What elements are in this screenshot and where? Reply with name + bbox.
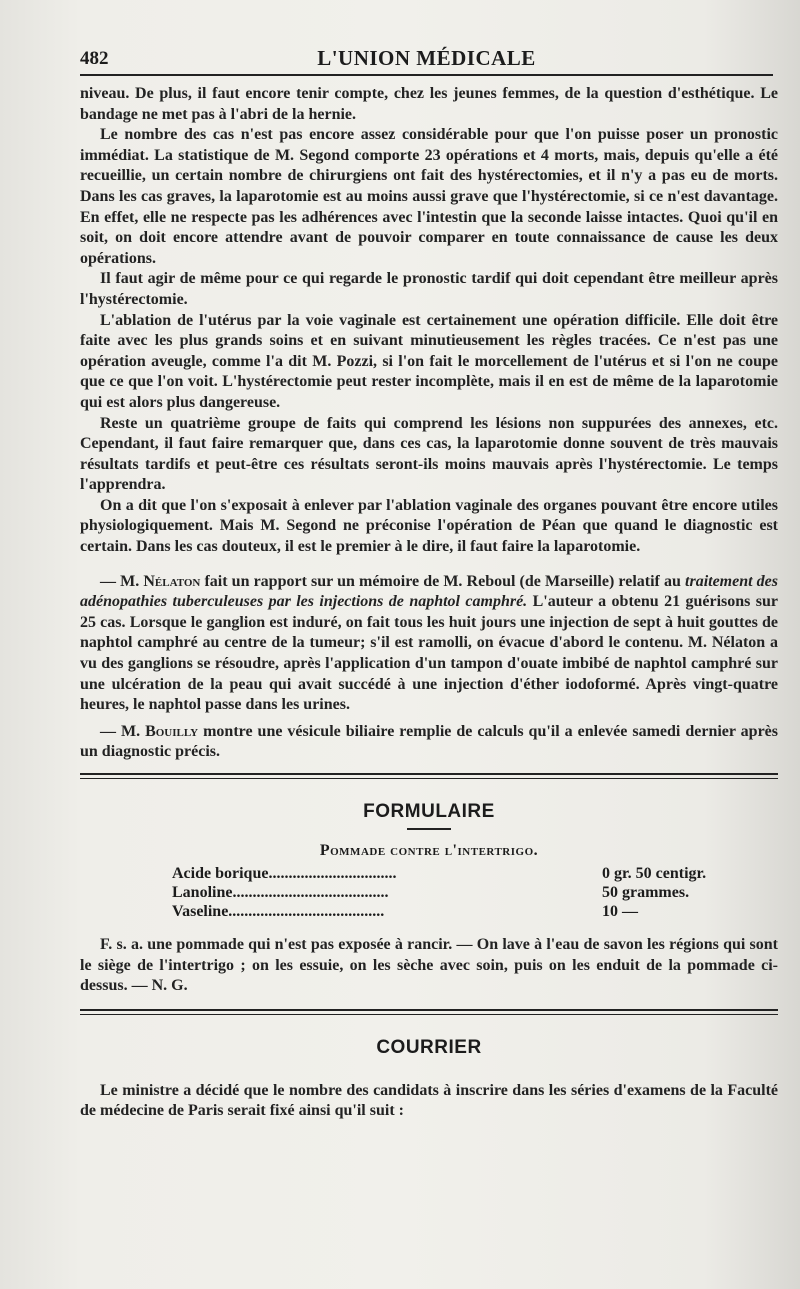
author-name: Nélaton <box>143 572 201 590</box>
section-divider <box>80 773 778 779</box>
ingredient-name: Lanoline....................................... <box>172 884 389 901</box>
formulaire-note: F. s. a. une pommade qui n'est pas exposée à rancir. — On lave à l'eau de savon les régions qui sont le siège de l'intertrigo ; on les essuie, on les sèche avec soin, puis on les enduit de la pommade ci-dessus. — N. G. <box>80 936 778 995</box>
courrier-text: Le ministre a décidé que le nombre des candidats à inscrire dans les séries d'examens de la Faculté de médecine de Paris serait fixé ainsi qu'il suit : <box>80 1081 778 1120</box>
ingredient-quantity: 10 — <box>602 903 638 920</box>
running-title: L'UNION MÉDICALE <box>317 46 536 70</box>
ingredient-row <box>172 864 732 883</box>
author-name: Bouilly <box>145 722 199 740</box>
page-header <box>80 40 773 76</box>
courrier-title: COURRIER <box>376 1036 482 1058</box>
ingredient-quantity: 0 gr. 50 centigr. <box>602 865 707 882</box>
article-body <box>80 76 778 763</box>
ingredient-quantity: 50 grammes. <box>602 884 690 901</box>
recipe-title: Pommade contre l'intertrigo. <box>319 842 539 859</box>
ingredient-row <box>172 902 732 921</box>
ingredient-name: Vaseline....................................... <box>172 903 385 920</box>
paragraph: Il faut agir de même pour ce qui regarde le pronostic tardif qui doit cependant être meilleur après l'hystérectomie. <box>80 270 778 308</box>
formulaire-section <box>80 801 778 997</box>
paragraph: Reste un quatrième groupe de faits qui comprend les lésions non suppurées des annexes, etc. Cependant, il faut faire remarquer que, dans ces cas, la laparotomie donne souvent de très mauvais résultats tardifs et peut-être ces résultats seront-ils moins mauvais après l'hystérectomie. Le temps l'apprendra. <box>80 414 778 494</box>
paragraph: L'ablation de l'utérus par la voie vaginale est certainement une opération difficile. Elle doit être faite avec les plus grands soins et en suivant minutieusement les règles tracées. Ce n'est pas une opération aveugle, comme l'a dit M. Pozzi, si l'on fait le morcellement de l'utérus et si l'on ne coupe que ce que l'on voit. L'hystérectomie peut rester incomplète, mais il en est de même de la laparotomie qui est alors plus dangereuse. <box>80 311 778 411</box>
communication-nelaton: — M. Nélaton fait un rapport sur un mémoire de M. Reboul (de Marseille) relatif au traitement des adénopathies tuberculeuses par les injections de naphtol camphré. L'auteur a obtenu 21 guérisons sur 25 cas. Lorsque le ganglion est induré, on fait tous les huit jours une injection de sept à huit gouttes de naphtol camphré au centre de la tumeur; s'il est ramolli, on évacue d'abord le contenu. M. Nélaton a vu des ganglions se résoudre, après l'application d'un tampon d'ouate imbibé de naphtol camphré sur une ulcération de la peau qui avait succédé à une injection d'éther iodoformé. Après vingt-quatre heures, le naphtol passe dans les urines. <box>80 572 779 714</box>
communication-bouilly: — M. Bouilly montre une vésicule biliaire remplie de calculs qu'il a enlevée samedi dernier après un diagnostic précis. <box>80 722 779 761</box>
ingredient-row <box>172 883 732 902</box>
ingredient-name: Acide borique................................ <box>172 865 397 882</box>
paragraph: On a dit que l'on s'exposait à enlever par l'ablation vaginale des organes pouvant être encore utiles physiologiquement. Mais M. Segond ne préconise l'opération de Péan que quand le diagnostic est certain. Dans les cas douteux, il est le premier à le dire, il faut faire la laparotomie. <box>80 496 778 556</box>
ingredient-list <box>172 864 732 921</box>
page-number: 482 <box>80 48 109 69</box>
formulaire-title: FORMULAIRE <box>363 801 495 822</box>
section-divider <box>80 1009 778 1015</box>
title-underline <box>407 828 451 830</box>
memoir-title: traitement des adénopathies tuberculeuses par les injections de naphtol camphré. <box>80 572 779 611</box>
courrier-section <box>80 1037 778 1122</box>
paragraph: niveau. De plus, il faut encore tenir compte, chez les jeunes femmes, de la question d'esthétique. Le bandage ne met pas à l'abri de la hernie. <box>80 85 778 123</box>
paragraph: Le nombre des cas n'est pas encore assez considérable pour que l'on puisse poser un pronostic immédiat. La statistique de M. Segond comporte 23 opérations et 4 morts, mais, depuis qu'elle a été recueillie, un certain nombre de chirurgiens ont fait des hystérectomies, et il n'y a pas eu de morts. Dans les cas graves, la laparotomie est au moins aussi grave que l'hystérectomie, si ce n'est davantage. En effet, elle ne respecte pas les adhérences avec l'intestin que la seconde laisse intactes. Quoi qu'il en soit, on doit encore attendre avant de pouvoir comparer en toute connaissance de cause les deux opérations. <box>80 126 778 267</box>
